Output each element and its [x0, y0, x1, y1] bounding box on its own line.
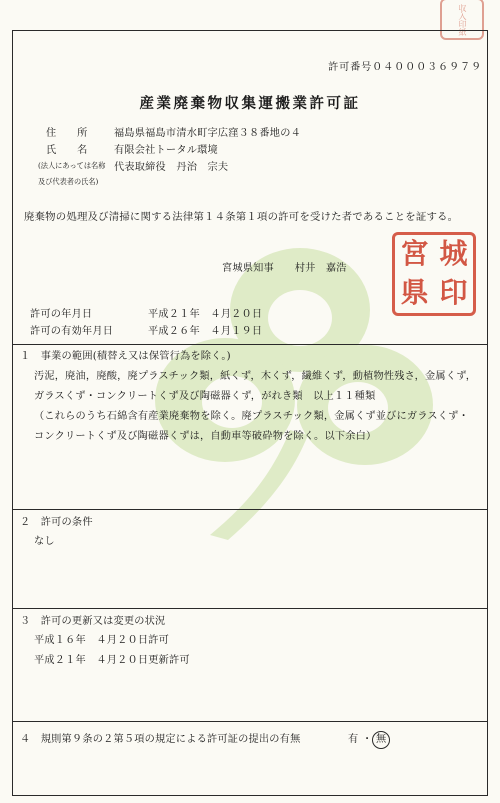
option-no-label: 無 — [376, 734, 387, 745]
section4-heading: ４ 規則第９条の２第５項の規定による許可証の提出の有無 — [20, 734, 301, 745]
address-label: 住 所 — [46, 128, 88, 139]
seal-char: 印 — [439, 276, 468, 309]
divider — [12, 509, 488, 510]
name-label: 氏 名 — [46, 145, 88, 156]
section1-line: 汚泥，廃油，廃酸，廃プラスチック類，紙くず，木くず，繊維くず，動植物性残さ，金属くず， — [34, 371, 477, 382]
official-seal — [392, 232, 476, 316]
seal-char: 県 — [400, 276, 429, 309]
permit-number: 許可番号０４０００３６９７９ — [328, 62, 482, 73]
section3-line: 平成２１年 ４月２０日更新許可 — [34, 655, 190, 666]
permit-date-label: 許可の年月日 — [30, 309, 93, 320]
section3-line: 平成１６年 ４月２０日許可 — [34, 635, 170, 646]
section1-line: コンクリートくず及び陶磁器くずは，自動車等破砕物を除く。以下余白） — [34, 431, 377, 442]
certification-statement: 廃棄物の処理及び清掃に関する法律第１４条第１項の許可を受けた者であることを証する。 — [24, 211, 459, 223]
section2-heading: ２ 許可の条件 — [20, 517, 93, 528]
permit-date-value: 平成２１年 ４月２０日 — [148, 309, 263, 320]
option-separator: ・ — [362, 734, 373, 745]
expiry-date-value: 平成２６年 ４月１９日 — [148, 326, 263, 337]
address-value: 福島県福島市清水町字広窪３８番地の４ — [114, 128, 301, 139]
section1-line: ガラスくず・コンクリートくず及び陶磁器くず，がれき類 以上１１種類 — [34, 391, 376, 402]
section1-heading: １ 事業の範囲(積替え又は保管行為を除く。) — [20, 351, 231, 362]
revenue-stamp-text: 収入印紙 — [458, 4, 467, 36]
section3-heading: ３ 許可の更新又は変更の状況 — [20, 616, 166, 627]
issuer-name: 宮城県知事 村井 嘉浩 — [222, 263, 347, 274]
option-yes: 有 — [348, 734, 359, 745]
name-value: 有限会社トータル環境 — [114, 145, 218, 156]
divider — [12, 608, 488, 609]
certificate-title: 産業廃棄物収集運搬業許可証 — [139, 95, 361, 112]
representative-label-line2: 及び代表者の氏名) — [38, 177, 99, 186]
section1-line: （これらのうち石綿含有産業廃棄物を除く。廃プラスチック類，金属くず並びにガラスくず・ — [34, 411, 469, 422]
expiry-date-label: 許可の有効年月日 — [30, 326, 114, 337]
seal-char: 宮 — [400, 237, 429, 270]
representative-value: 代表取締役 丹治 宗夫 — [114, 162, 229, 173]
section2-value: なし — [34, 536, 55, 547]
representative-label-line1: (法人にあっては名称 — [38, 161, 106, 170]
divider — [12, 721, 488, 722]
seal-char: 城 — [439, 237, 468, 270]
selected-circle-mark — [372, 731, 390, 749]
divider — [12, 344, 488, 345]
